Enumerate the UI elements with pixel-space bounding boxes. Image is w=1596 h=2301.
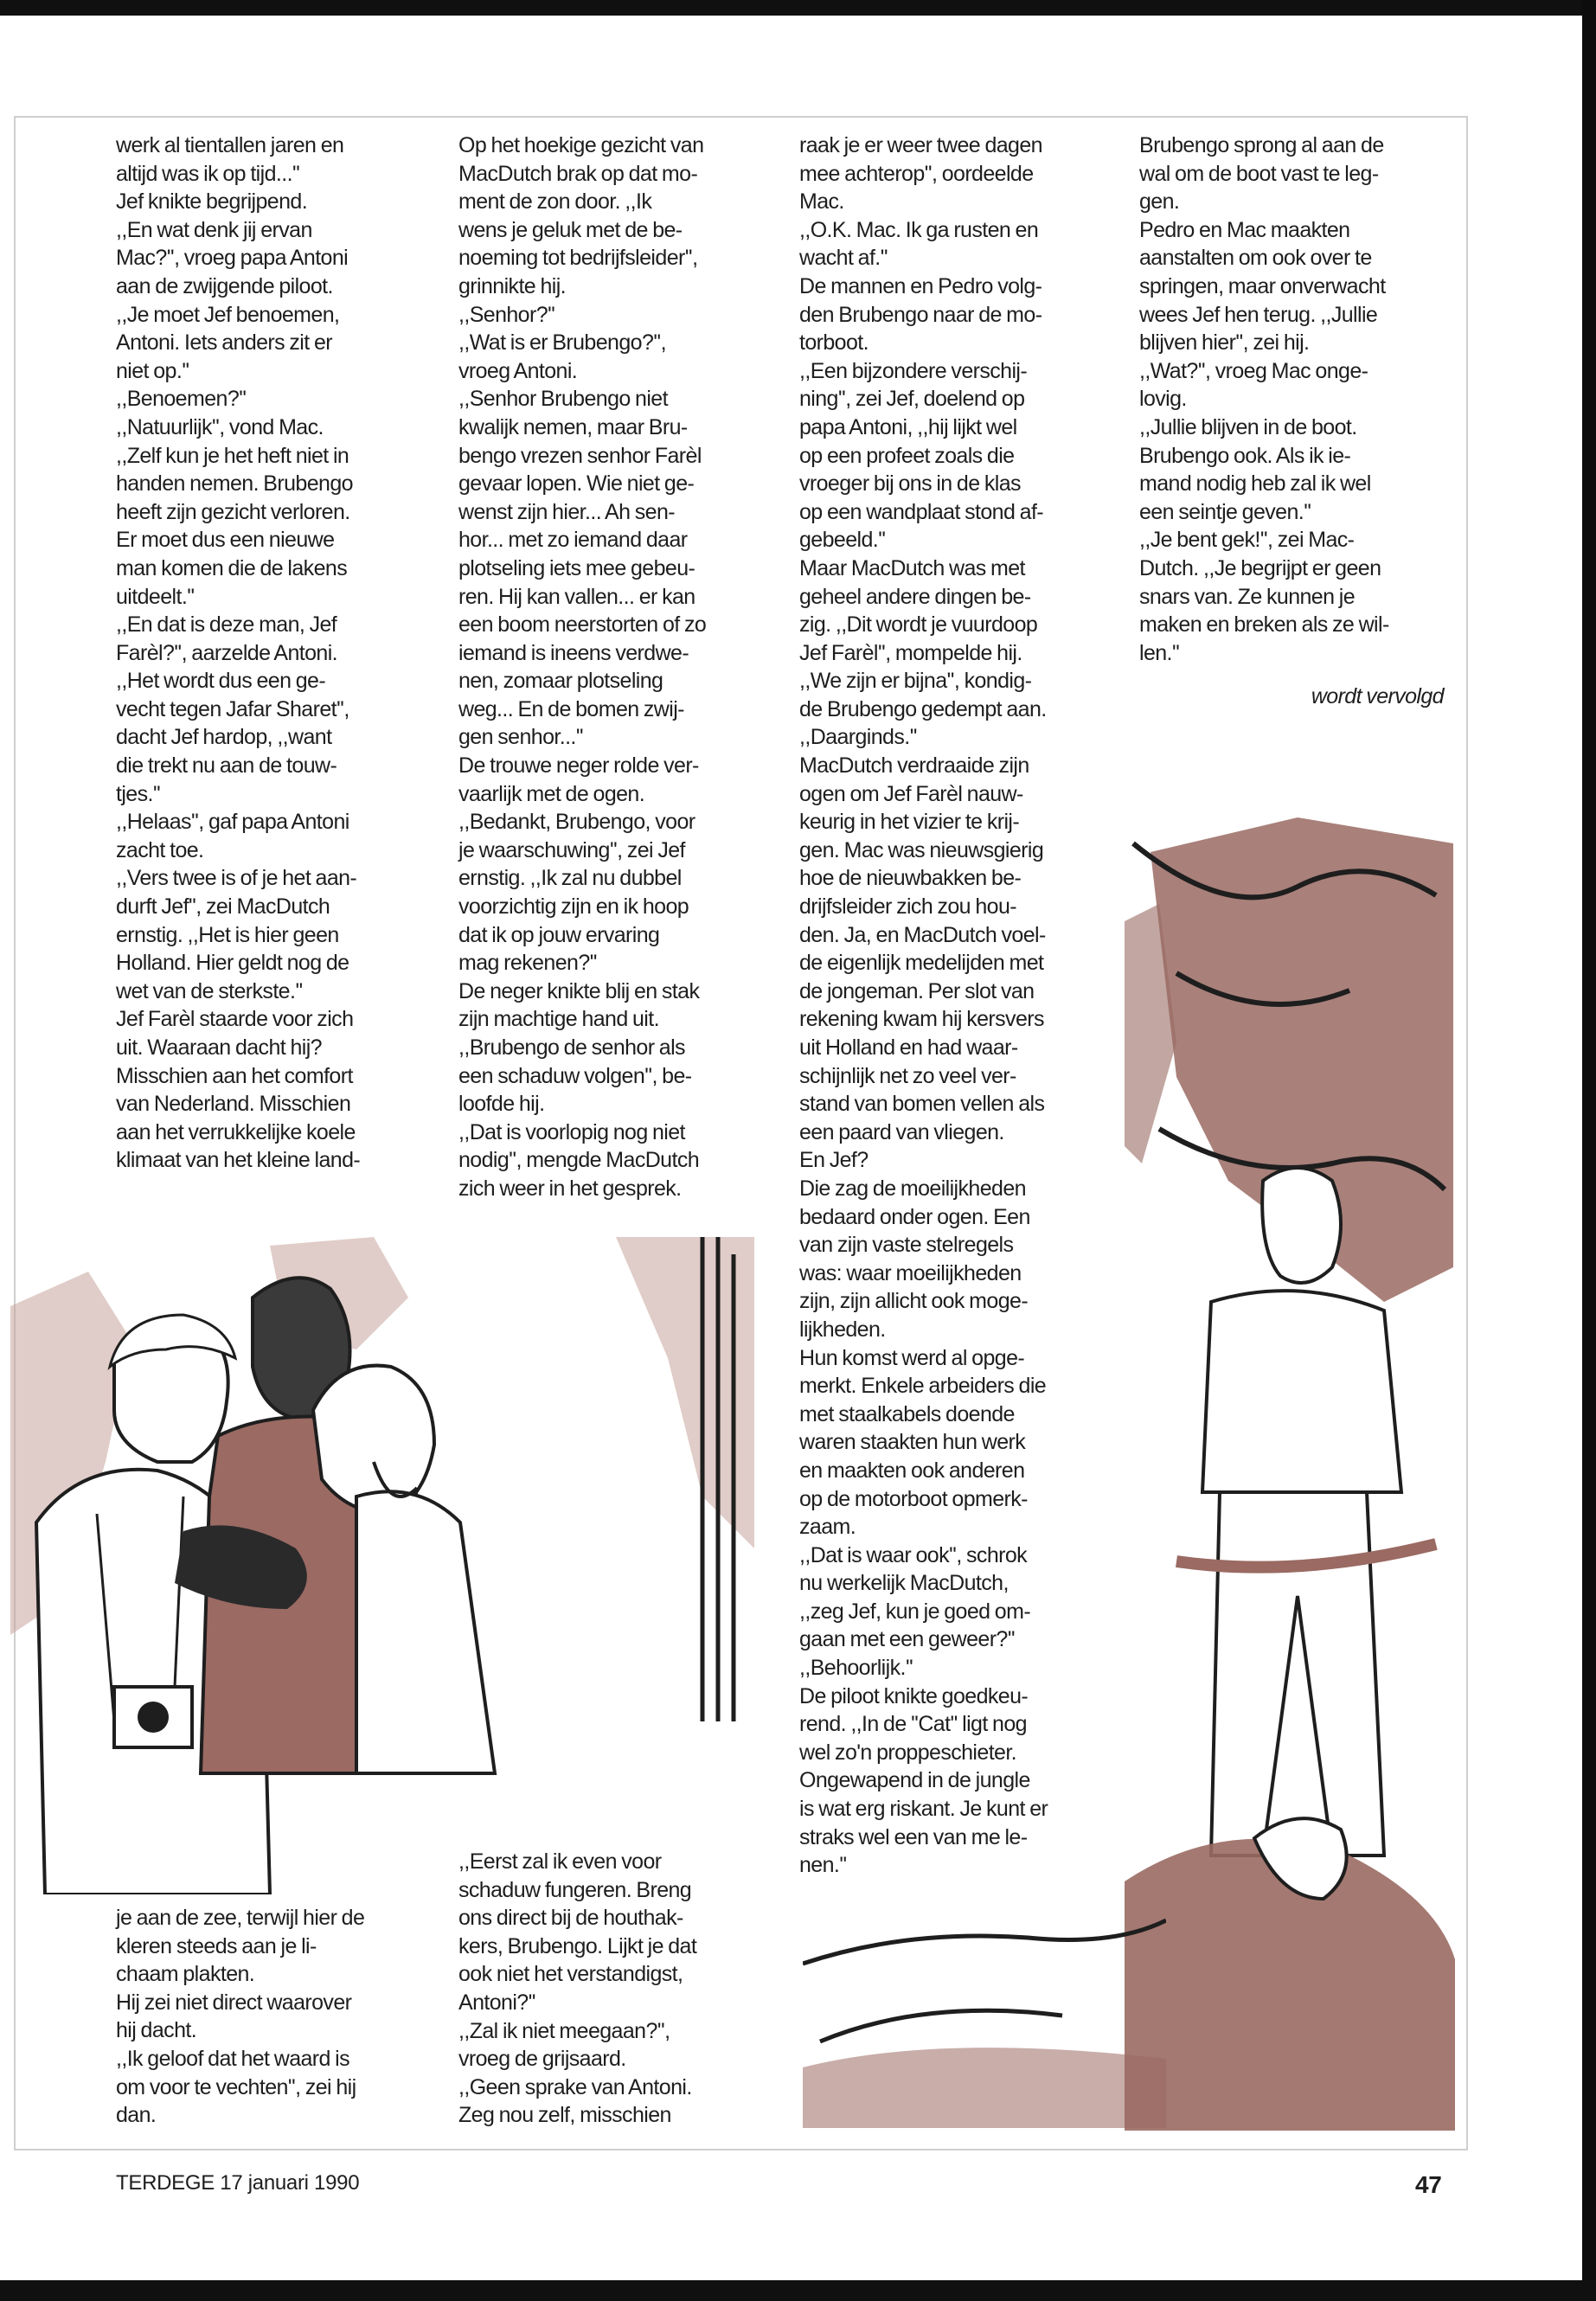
text-line: op een wandplaat stond af- xyxy=(799,499,1044,524)
text-line: lijkheden. xyxy=(799,1317,886,1342)
text-line: vroeger bij ons in de klas xyxy=(799,471,1021,497)
text-line: mag rekenen?'' xyxy=(458,951,597,976)
text-line: Hij zei niet direct waarover xyxy=(116,1990,352,2015)
text-line: je waarschuwing'', zei Jef xyxy=(458,837,685,862)
text-line: snars van. Ze kunnen je xyxy=(1139,584,1356,609)
text-line: ,,Ik geloof dat het waard is xyxy=(116,2046,350,2071)
text-line: ook niet het verstandigst, xyxy=(458,1962,683,1987)
text-line: om voor te vechten'', zei hij xyxy=(116,2074,356,2099)
text-line: die trekt nu aan de touw- xyxy=(116,753,337,779)
text-line: ,,En dat is deze man, Jef xyxy=(116,612,337,638)
text-line: Misschien aan het comfort xyxy=(116,1063,353,1088)
text-line: uitdeelt.'' xyxy=(116,584,195,609)
text-line: plotseling iets mee gebeu- xyxy=(458,555,695,580)
text-line: ,,Zelf kun je het heft niet in xyxy=(116,443,349,468)
text-line: uit Holland en had waar- xyxy=(799,1035,1018,1060)
text-line: dan. xyxy=(116,2103,157,2128)
text-line: Op het hoekige gezicht van xyxy=(458,133,704,157)
text-line: Antoni. Iets anders zit er xyxy=(116,330,332,356)
text-line: kers, Brubengo. Lijkt je dat xyxy=(458,1933,697,1958)
text-line: hor... met zo iemand daar xyxy=(458,528,688,553)
illustration-jef-under-tree xyxy=(1125,817,1455,2131)
text-line: zijn machtige hand uit. xyxy=(458,1007,659,1032)
text-line: nen, zomaar plotseling xyxy=(458,669,663,694)
text-line: ,,Zal ik niet meegaan?'', xyxy=(458,2018,670,2043)
text-line: wens je geluk met de be- xyxy=(458,217,683,242)
text-line: merkt. Enkele arbeiders die xyxy=(799,1374,1047,1399)
text-line: klimaat van het kleine land- xyxy=(116,1148,361,1173)
text-line: gaan met een geweer?'' xyxy=(799,1627,1016,1652)
text-line: Jef Farèl staarde voor zich xyxy=(116,1007,354,1032)
footer-publication: TERDEGE 17 januari 1990 xyxy=(116,2171,360,2195)
right-scan-border xyxy=(1582,0,1596,2301)
text-line: gen senhor...'' xyxy=(458,725,584,750)
text-line: De neger knikte blij en stak xyxy=(458,978,700,1003)
text-line: handen nemen. Brubengo xyxy=(116,471,353,497)
text-line: torboot. xyxy=(799,330,869,356)
text-line: wenst zijn hier... Ah sen- xyxy=(458,499,675,524)
text-line: hoe de nieuwbakken be- xyxy=(799,866,1022,891)
text-line: Brubengo ook. Als ik ie- xyxy=(1139,443,1351,468)
text-line: iemand is ineens verdwe- xyxy=(458,640,689,665)
text-line: vaarlijk met de ogen. xyxy=(458,781,645,806)
text-line: kwalijk nemen, maar Bru- xyxy=(458,414,688,439)
text-line: Hun komst werd al opge- xyxy=(799,1345,1025,1370)
text-line: wal om de boot vast te leg- xyxy=(1139,161,1379,186)
text-line: op een profeet zoals die xyxy=(799,443,1015,468)
text-line: van zijn vaste stelregels xyxy=(799,1233,1014,1258)
text-line: Maar MacDutch was met xyxy=(799,555,1025,580)
text-line: waren staakten hun werk xyxy=(799,1430,1026,1455)
text-line: Antoni?'' xyxy=(458,1990,535,2015)
text-line: Dutch. ,,Je begrijpt er geen xyxy=(1139,555,1381,580)
signoff-to-be-continued: wordt vervolgd xyxy=(1311,684,1444,709)
text-line: nu werkelijk MacDutch, xyxy=(799,1571,1009,1596)
text-line: ernstig. ,,Het is hier geen xyxy=(116,922,339,947)
text-line: drijfsleider zich zou hou- xyxy=(799,894,1016,920)
text-line: ,,Dat is waar ook'', schrok xyxy=(799,1542,1028,1567)
text-line: vecht tegen Jafar Sharet'', xyxy=(116,696,349,721)
text-line: aan het verrukkelijke koele xyxy=(116,1119,356,1144)
text-line: voorzichtig zijn en ik hoop xyxy=(458,894,689,920)
text-line: MacDutch verdraaide zijn xyxy=(799,753,1029,779)
text-line: op de motorboot opmerk- xyxy=(799,1486,1028,1511)
text-line: mee achterop'', oordeelde xyxy=(799,161,1034,186)
text-line: ,,Een bijzondere verschij- xyxy=(799,358,1028,383)
text-line: Pedro en Mac maakten xyxy=(1139,217,1350,242)
text-line: ,,Behoorlijk.'' xyxy=(799,1656,913,1681)
text-line: aanstalten om ook over te xyxy=(1139,246,1372,271)
text-line: maken en breken als ze wil- xyxy=(1139,612,1389,638)
text-line: Jef Farèl'', mompelde hij. xyxy=(799,640,1022,665)
text-line: wet van de sterkste.'' xyxy=(116,978,303,1003)
text-line: zaam. xyxy=(799,1515,856,1540)
text-line: ,,Daarginds.'' xyxy=(799,725,917,750)
text-line: papa Antoni, ,,hij lijkt wel xyxy=(799,414,1017,439)
text-line: zacht toe. xyxy=(116,837,204,862)
illustration-ground-strokes xyxy=(803,1912,1166,2128)
footer-page-number: 47 xyxy=(1415,2171,1442,2198)
text-line: heeft zijn gezicht verloren. xyxy=(116,499,350,524)
text-line: vroeg Antoni. xyxy=(458,358,578,383)
text-line: een schaduw volgen'', be- xyxy=(458,1063,692,1088)
text-line: ,,Jullie blijven in de boot. xyxy=(1139,414,1357,439)
text-line: ,,Geen sprake van Antoni. xyxy=(458,2074,692,2099)
text-column-2 xyxy=(458,131,770,1203)
text-line: ,,Senhor Brubengo niet xyxy=(458,387,668,412)
text-column-1 xyxy=(116,131,423,1175)
text-line: dacht Jef hardop, ,,want xyxy=(116,725,332,750)
text-line: wees Jef hen terug. ,,Jullie xyxy=(1139,302,1378,327)
text-line: keurig in het vizier te krij- xyxy=(799,810,1020,835)
text-line: len.'' xyxy=(1139,640,1180,665)
text-column-4 xyxy=(1139,131,1451,711)
text-line: Farèl?'', aarzelde Antoni. xyxy=(116,640,337,665)
text-line: hij dacht. xyxy=(116,2018,197,2043)
text-line: zich weer in het gesprek. xyxy=(458,1176,682,1201)
text-line: ,,Natuurlijk'', vond Mac. xyxy=(116,414,324,439)
text-column-1-continued xyxy=(116,1904,427,2130)
text-line: kleren steeds aan je li- xyxy=(116,1933,317,1958)
text-line: wacht af.'' xyxy=(799,246,888,271)
text-line: En Jef? xyxy=(799,1148,869,1173)
text-line: durft Jef'', zei MacDutch xyxy=(116,894,330,920)
text-line: ,,Vers twee is of je het aan- xyxy=(116,866,357,891)
text-line: ons direct bij de houthak- xyxy=(458,1906,683,1931)
text-line: De piloot knikte goedkeu- xyxy=(799,1683,1029,1708)
text-line: ,,Bedankt, Brubengo, voor xyxy=(458,810,695,835)
text-line: gevaar lopen. Wie niet ge- xyxy=(458,471,695,497)
text-line: rekening kwam hij kersvers xyxy=(799,1007,1044,1032)
text-line: bedaard onder ogen. Een xyxy=(799,1204,1030,1229)
text-line: gen. Mac was nieuwsgierig xyxy=(799,837,1044,862)
text-line: ,,Dat is voorlopig nog niet xyxy=(458,1119,685,1144)
text-line: aan de zwijgende piloot. xyxy=(116,273,333,298)
text-line: ren. Hij kan vallen... er kan xyxy=(458,584,695,609)
text-line: straks wel een van me le- xyxy=(799,1824,1028,1849)
text-line: Mac?'', vroeg papa Antoni xyxy=(116,246,349,271)
text-line: lovig. xyxy=(1139,387,1187,412)
top-scan-border xyxy=(0,0,1596,16)
text-line: ,,Helaas'', gaf papa Antoni xyxy=(116,810,349,835)
text-line: man komen die de lakens xyxy=(116,555,348,580)
text-line: stand van bomen vellen als xyxy=(799,1092,1045,1117)
text-line: de Brubengo gedempt aan. xyxy=(799,696,1047,721)
text-line: schaduw fungeren. Breng xyxy=(458,1877,692,1902)
text-line: ,,zeg Jef, kun je goed om- xyxy=(799,1599,1031,1624)
text-line: Die zag de moeilijkheden xyxy=(799,1176,1026,1201)
text-line: de eigenlijk medelijden met xyxy=(799,951,1044,976)
text-line: was: waar moeilijkheden xyxy=(799,1260,1022,1285)
text-line: wel zo'n proppeschieter. xyxy=(799,1740,1017,1765)
text-column-2-continued xyxy=(458,1848,770,2130)
text-line: zig. ,,Dit wordt je vuurdoop xyxy=(799,612,1038,638)
text-line: Holland. Hier geldt nog de xyxy=(116,951,349,976)
text-line: ogen om Jef Farèl nauw- xyxy=(799,781,1023,806)
text-line: ning'', zei Jef, doelend op xyxy=(799,387,1025,412)
text-line: Zeg nou zelf, misschien xyxy=(458,2103,671,2128)
text-line: geheel andere dingen be- xyxy=(799,584,1031,609)
text-line: chaam plakten. xyxy=(116,1962,255,1987)
text-line: weg... En de bomen zwij- xyxy=(458,696,684,721)
text-line: een seintje geven.'' xyxy=(1139,499,1311,524)
text-column-3 xyxy=(799,131,1104,1880)
text-line: den. Ja, en MacDutch voel- xyxy=(799,922,1046,947)
text-line: ,,We zijn er bijna'', kondig- xyxy=(799,669,1032,694)
bottom-scan-border xyxy=(0,2280,1596,2301)
text-line: ,,En wat denk jij ervan xyxy=(116,217,312,242)
text-line: ,,O.K. Mac. Ik ga rusten en xyxy=(799,217,1039,242)
text-line: grinnikte hij. xyxy=(458,273,566,298)
text-line: en maakten ook anderen xyxy=(799,1458,1025,1483)
text-line: ment de zon door. ,,Ik xyxy=(458,189,652,215)
text-line: ,,Brubengo de senhor als xyxy=(458,1035,685,1060)
text-line: ,,Eerst zal ik even voor xyxy=(458,1849,662,1874)
text-line: tjes.'' xyxy=(116,781,161,806)
text-line: werk al tientallen jaren en xyxy=(116,133,344,157)
text-line: je aan de zee, terwijl hier de xyxy=(116,1906,365,1930)
text-line: Ongewapend in de jungle xyxy=(799,1768,1030,1793)
text-line: ,,Benoemen?'' xyxy=(116,387,247,412)
text-line: nen.'' xyxy=(799,1853,847,1878)
text-line: Mac. xyxy=(799,189,844,215)
text-line: nodig'', mengde MacDutch xyxy=(458,1148,700,1173)
text-line: blijven hier'', zei hij. xyxy=(1139,330,1310,356)
text-line: uit. Waaraan dacht hij? xyxy=(116,1035,322,1060)
text-line: noeming tot bedrijfsleider'', xyxy=(458,246,698,271)
text-line: rend. ,,In de ''Cat'' ligt nog xyxy=(799,1712,1027,1737)
text-line: De mannen en Pedro volg- xyxy=(799,273,1042,298)
text-line: MacDutch brak op dat mo- xyxy=(458,161,698,186)
text-line: ,,Wat?'', vroeg Mac onge- xyxy=(1139,358,1368,383)
text-line: een boom neerstorten of zo xyxy=(458,612,707,638)
text-line: zijn, zijn allicht ook moge- xyxy=(799,1289,1029,1314)
text-line: altijd was ik op tijd...'' xyxy=(116,161,300,186)
text-line: Er moet dus een nieuwe xyxy=(116,528,335,553)
text-line: bengo vrezen senhor Farèl xyxy=(458,443,702,468)
text-line: schijnlijk net zo veel ver- xyxy=(799,1063,1016,1088)
text-line: ,,Het wordt dus een ge- xyxy=(116,669,326,694)
text-line: dat ik op jouw ervaring xyxy=(458,922,660,947)
illustration-three-men xyxy=(10,1237,763,1894)
text-line: De trouwe neger rolde ver- xyxy=(458,753,699,779)
text-line: niet op.'' xyxy=(116,358,189,383)
text-line: raak je er weer twee dagen xyxy=(799,133,1042,157)
text-line: springen, maar onverwacht xyxy=(1139,273,1386,298)
text-line: een paard van vliegen. xyxy=(799,1119,1004,1144)
text-line: gebeeld.'' xyxy=(799,528,886,553)
text-line: ,,Je moet Jef benoemen, xyxy=(116,302,340,327)
text-line: den Brubengo naar de mo- xyxy=(799,302,1042,327)
text-line: de jongeman. Per slot van xyxy=(799,978,1035,1003)
text-line: ,,Wat is er Brubengo?'', xyxy=(458,330,666,356)
text-line: ernstig. ,,Ik zal nu dubbel xyxy=(458,866,682,891)
text-line: ,,Senhor?'' xyxy=(458,302,555,327)
text-line: mand nodig heb zal ik wel xyxy=(1139,471,1371,497)
text-line: loofde hij. xyxy=(458,1092,545,1117)
text-line: is wat erg riskant. Je kunt er xyxy=(799,1797,1048,1822)
text-line: ,,Je bent gek!'', zei Mac- xyxy=(1139,528,1355,553)
text-line: gen. xyxy=(1139,189,1180,215)
foreground-worker xyxy=(1125,1818,1455,2131)
text-line: vroeg de grijsaard. xyxy=(458,2047,626,2072)
text-line: met staalkabels doende xyxy=(799,1401,1015,1426)
text-line: van Nederland. Misschien xyxy=(116,1092,351,1117)
text-line: Jef knikte begrijpend. xyxy=(116,189,308,215)
text-line: Brubengo sprong al aan de xyxy=(1139,133,1384,157)
